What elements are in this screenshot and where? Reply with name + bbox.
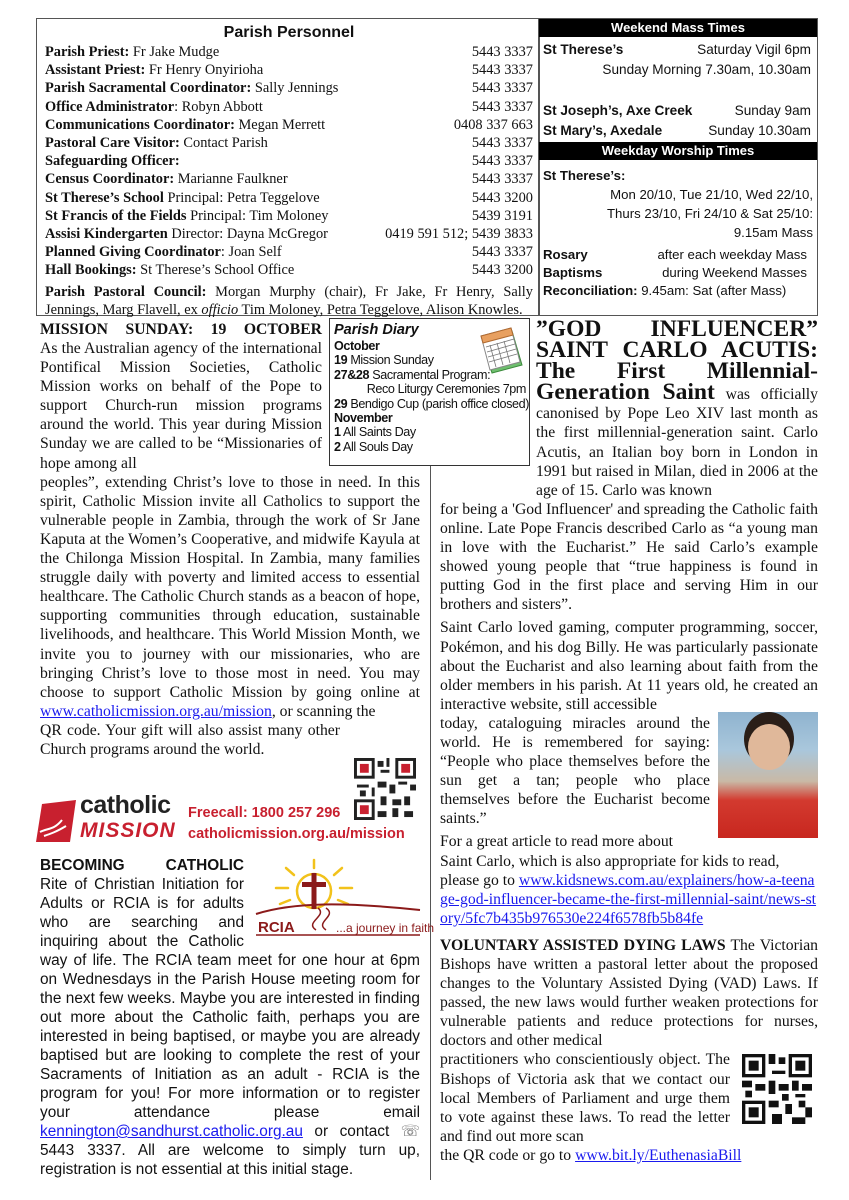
personnel-row (45, 261, 533, 279)
personnel-role: St Francis of the Fields (45, 207, 187, 224)
weekday-schedule (539, 160, 817, 242)
personnel-role: Communications Coordinator: (45, 116, 235, 133)
rosary-row (539, 246, 817, 264)
diary-month-october: October (334, 339, 380, 353)
carlo-heading: ”GOD INFLUENCER” SAINT CARLO ACUTIS: The First Millennial-Generation Saint (536, 316, 818, 406)
mass-time: Saturday Vigil 6pm (697, 42, 811, 57)
personnel-role-name (45, 152, 180, 170)
weekday-dates-1: Mon 20/10, Tue 21/10, Wed 22/10, (610, 187, 813, 202)
vad-text: The Victorian Bishops have written a pastoral letter about the proposed changes to the Voluntary Assisted Dying (VAD) Laws. If passed, the new laws would further weaken protections for vulnerable patients and reduce protections for nurses, doctors and other medical (440, 936, 818, 1050)
rcia-heading: BECOMING CATHOLIC (40, 857, 244, 874)
personnel-role-name (45, 225, 328, 243)
personnel-row (45, 116, 533, 134)
personnel-role: Planned Giving Coordinator (45, 244, 221, 261)
personnel-role-name (45, 43, 219, 61)
st-therese-row (539, 40, 817, 60)
personnel-role-name (45, 116, 325, 134)
personnel-phone: 5443 3337 (471, 244, 533, 261)
personnel-row (45, 98, 533, 116)
council-text: Morgan Murphy (chair), Fr Jake, Fr Henry, Sally Jennings, Marg Flavell, ex (45, 283, 533, 318)
council-label: Parish Pastoral Council: (45, 283, 207, 300)
mission-text-after: , or scanning the (271, 702, 376, 720)
diary-day: 2 (334, 439, 341, 454)
logo-word-catholic: catholic (80, 791, 171, 819)
weekday-mass-time: 9.15am Mass (733, 225, 813, 240)
personnel-role: Parish Sacramental Coordinator: (45, 80, 252, 97)
vad-link-para (440, 1146, 818, 1165)
carlo-text: Saint Carlo, which is also appropriate for kids to read, please go to (440, 852, 780, 889)
rcia-text: way of life. The RCIA team meet for one hour at 6pm on Wednesdays in the Parish House meeting room for the next few weeks. Maybe you are interested in finding out more about the Catholic faith, perhaps you are interested in being baptised, or maybe you are already baptised but are looking to complete the rest of your Sacraments of Initiation as an adult - RCIA is the program for you! For more information or to register your attendance please email (40, 952, 420, 1121)
personnel-role: Safeguarding Officer: (45, 153, 180, 170)
personnel-row (45, 61, 533, 79)
sunday-morning-times: Sunday Morning 7.30am, 10.30am (602, 62, 811, 77)
personnel-role-name (45, 98, 263, 116)
personnel-row (45, 189, 533, 207)
personnel-phone: 5443 3337 (471, 98, 533, 115)
personnel-title: Parish Personnel (223, 24, 355, 41)
personnel-list (45, 43, 533, 280)
becoming-catholic-article (40, 856, 435, 1179)
weekend-mass-header: Weekend Mass Times (539, 19, 817, 37)
vad-heading: VOLUNTARY ASSISTED DYING LAWS (440, 936, 726, 954)
church-name: St Therese’s (543, 42, 624, 57)
mass-time: Sunday 9am (734, 103, 811, 118)
vad-action-text: practitioners who conscientiously object. The Bishops of Victoria ask that we contact our local Members of Parliament and urge them to vote against these laws. To read the letter and find out more scan (440, 1051, 730, 1145)
weekday-church: St Therese’s: (543, 168, 626, 183)
catholic-mission-logo (36, 791, 416, 848)
personnel-name: Sally Jennings (251, 80, 339, 97)
euthanasia-bill-link[interactable]: www.bit.ly/EuthenasiaBill (575, 1146, 742, 1164)
reconciliation-time: 9.45am: Sat (after Mass) (637, 283, 787, 298)
pastoral-council (45, 283, 533, 319)
baptisms-label: Baptisms (543, 265, 603, 280)
personnel-name: : Joan Self (220, 244, 282, 261)
carlo-quote-text (440, 714, 710, 852)
diary-event: Sacramental Program: (369, 367, 491, 382)
personnel-phone: 5443 3337 (471, 44, 533, 60)
personnel-role-name (45, 170, 288, 188)
diary-day: 29 (334, 396, 348, 411)
mass-times-box (538, 18, 818, 316)
personnel-phone: 0408 337 663 (453, 116, 533, 133)
personnel-phone: 5443 3200 (471, 189, 533, 206)
personnel-role-name (45, 189, 320, 207)
rcia-logo-tagline: ...a journey in faith (336, 921, 435, 935)
rosary-label: Rosary (543, 247, 588, 262)
vad-text-end: the QR code or go to (440, 1146, 576, 1164)
personnel-role-name (45, 61, 263, 79)
rcia-contact-text: or contact (302, 1123, 401, 1140)
personnel-phone: 5443 3337 (471, 171, 533, 188)
personnel-name: Principal: Petra Teggelove (163, 189, 320, 206)
carlo-article-intro: For a great article to read more about (440, 833, 674, 851)
diary-day: 19 (334, 353, 348, 368)
carlo-quote-block (440, 714, 818, 852)
personnel-role-name (45, 207, 328, 225)
carlo-paragraph-1: for being a 'God Influencer' and spreading the Catholic faith online. Late Pope Francis described Carlo as “a young man in love with the Eucharist.” He said Carlo’s example showed young people that “true happiness is found in putting God in the first place and serving Him in our brothers and sisters”. (440, 500, 818, 614)
personnel-name: : Robyn Abbott (174, 98, 263, 115)
personnel-phone: 5443 3337 (471, 153, 533, 170)
mission-heading: MISSION SUNDAY: 19 OCTOBER (40, 321, 322, 338)
personnel-name: Fr Henry Onyirioha (145, 62, 264, 79)
diary-event-cont: Reco Liturgy Ceremonies 7pm (366, 382, 526, 397)
st-mary-row (539, 121, 817, 141)
personnel-role: St Therese’s School (45, 189, 164, 206)
carlo-quote: today, cataloguing miracles around the world. He is remembered for saying: “People who place themselves before the sun get a tan; people who place themselves before the Eucharist become saints.” (440, 714, 710, 828)
weekday-worship-header: Weekday Worship Times (539, 142, 817, 160)
diary-day: 27&28 (334, 367, 370, 382)
column-divider (430, 466, 431, 1180)
weekday-dates-2: Thurs 23/10, Fri 24/10 & Sat 25/10: (607, 206, 813, 221)
church-name: St Mary’s, Axedale (543, 123, 663, 138)
personnel-row (45, 225, 533, 243)
rcia-logo (254, 858, 435, 936)
diary-month-november: November (334, 411, 393, 426)
personnel-role: Assisi Kindergarten (45, 226, 168, 243)
personnel-phone: 0419 591 512; 5439 3833 (385, 226, 533, 243)
rcia-email-link[interactable]: kennington@sandhurst.catholic.org.au (40, 1123, 303, 1140)
diary-event: All Souls Day (340, 439, 413, 454)
rosary-time: after each weekday Mass (657, 247, 807, 262)
council-italic: officio (201, 301, 239, 318)
personnel-phone: 5443 3337 (471, 62, 533, 79)
diary-title: Parish Diary (334, 322, 419, 338)
personnel-role: Office Administrator (45, 98, 175, 115)
personnel-phone: 5439 3191 (471, 207, 533, 224)
personnel-role: Census Coordinator: (45, 171, 175, 188)
hands-logo-icon (36, 800, 76, 842)
vad-qr-block (440, 1050, 818, 1145)
personnel-role-name (45, 134, 268, 152)
mission-closing: QR code. Your gift will also assist many other Church programs around the world. (40, 721, 340, 758)
logo-url: catholicmission.org.au/mission (188, 826, 405, 842)
freecall-number: Freecall: 1800 257 296 (188, 805, 341, 821)
other-services (539, 246, 817, 300)
personnel-role: Assistant Priest: (45, 62, 146, 79)
rcia-logo-text: RCIA (258, 919, 295, 936)
portrait-face (748, 724, 790, 770)
kidsnews-link[interactable]: www.kidsnews.com.au/explainers/how-a-teenage-god-influencer-became-the-first-millennial-saint/news-story/5fc7b435b976530e224f6578fb5b84fe (440, 871, 817, 927)
reconciliation-label: Reconciliation: (543, 283, 638, 298)
carlo-acutis-photo (718, 712, 818, 838)
carlo-text: was officially canonised by Pope Leo XIV last month as the first millennial-generation saint. Carlo Acutis, an Italian boy born in London in 1991 but raised in Milan, died in 2006 at the age of 15. Carlo was known (536, 386, 819, 499)
personnel-row (45, 207, 533, 225)
personnel-row (45, 170, 533, 188)
reconciliation-row (539, 282, 817, 300)
personnel-name: St Therese’s School Office (136, 262, 295, 279)
personnel-row (45, 152, 533, 170)
carlo-intro (536, 316, 819, 500)
personnel-name: Director: Dayna McGregor (167, 226, 328, 243)
personnel-name: Megan Merrett (234, 116, 326, 133)
mission-paragraph-intro: As the Australian agency of the international Pontifical Mission Societies, Catholic Mission works on behalf of the Pope to support Church-run mission programs around the world. This year during Mission Sunday we are called to be “Missionaries of hope among all (40, 340, 322, 472)
carlo-paragraph-2: Saint Carlo loved gaming, computer programming, soccer, Pokémon, and his dog Billy. He was particularly passionate about the Eucharist and also learning about faith from the older members in his parish. At 11 years old, he created an interactive website, still accessible (440, 619, 818, 713)
personnel-role-name (45, 261, 294, 279)
personnel-name: Marianne Faulkner (174, 171, 288, 188)
personnel-role-name (45, 79, 338, 97)
personnel-role: Pastoral Care Visitor: (45, 135, 180, 152)
personnel-phone: 5443 3337 (471, 135, 533, 152)
council-text-end: Tim Moloney, Petra Teggelove, Alison Knowles. (238, 301, 523, 318)
personnel-row (45, 43, 533, 61)
baptisms-row (539, 264, 817, 282)
mission-paragraph (40, 473, 420, 721)
personnel-phone: 5443 3337 (471, 80, 533, 97)
church-name: St Joseph’s, Axe Creek (543, 103, 693, 118)
personnel-phone: 5443 3200 (471, 262, 533, 279)
personnel-role: Parish Priest: (45, 44, 130, 60)
diary-event: Mission Sunday (347, 353, 434, 368)
personnel-name: Contact Parish (179, 135, 268, 152)
personnel-name: Principal: Tim Moloney (186, 207, 329, 224)
carlo-acutis-article (440, 316, 819, 1165)
carlo-article-link-para (440, 852, 818, 928)
personnel-role: Hall Bookings: (45, 262, 137, 279)
mass-time: Sunday 10.30am (708, 123, 811, 138)
personnel-name: Fr Jake Mudge (129, 44, 220, 60)
diary-event: Bendigo Cup (parish office closed) (347, 396, 530, 411)
rcia-intro: Rite of Christian Initiation for Adults or RCIA is for adults who are searching and inquiring about the Catholic (40, 876, 244, 950)
rcia-phone-text: 5443 3337. All are welcome to simply turn up, registration is not essential at this initial stage. (40, 1142, 420, 1178)
st-joseph-row (539, 101, 817, 121)
personnel-row (45, 79, 533, 97)
personnel-row (45, 134, 533, 152)
baptisms-time: during Weekend Masses (662, 265, 807, 280)
mission-text: peoples”, extending Christ’s love to those in need. In this spirit, Catholic Mission invite all Catholics to support the vulnerable people in Zambia, through the work of Sr Jane Kaputa at the Women’s Cooperative, and midwife Kayula at the Chilonga Mission Hospital. In Zambia, many families struggle daily with poverty and limited access to essential healthcare. The Catholic Church stands as a beacon of hope, supporting communities through education, sustainable livelihoods, and healthcare. This World Mission Month, we invite you to journey with our missionaries, who are bringing Christ’s love to those most in need. You may choose to support Catholic Mission by going online at (40, 473, 420, 701)
personnel-row (45, 243, 533, 261)
parish-personnel-box (36, 18, 540, 316)
logo-word-mission: MISSION (80, 819, 176, 842)
vad-paragraph (440, 936, 818, 1051)
vad-qr-code[interactable] (742, 1054, 812, 1124)
diary-event: All Saints Day (340, 425, 416, 440)
rcia-paragraph (40, 951, 420, 1179)
personnel-role-name (45, 243, 282, 261)
catholic-mission-link[interactable]: www.catholicmission.org.au/mission (40, 702, 272, 720)
diary-day: 1 (334, 425, 341, 440)
phone-icon: ☏ (400, 1123, 420, 1140)
